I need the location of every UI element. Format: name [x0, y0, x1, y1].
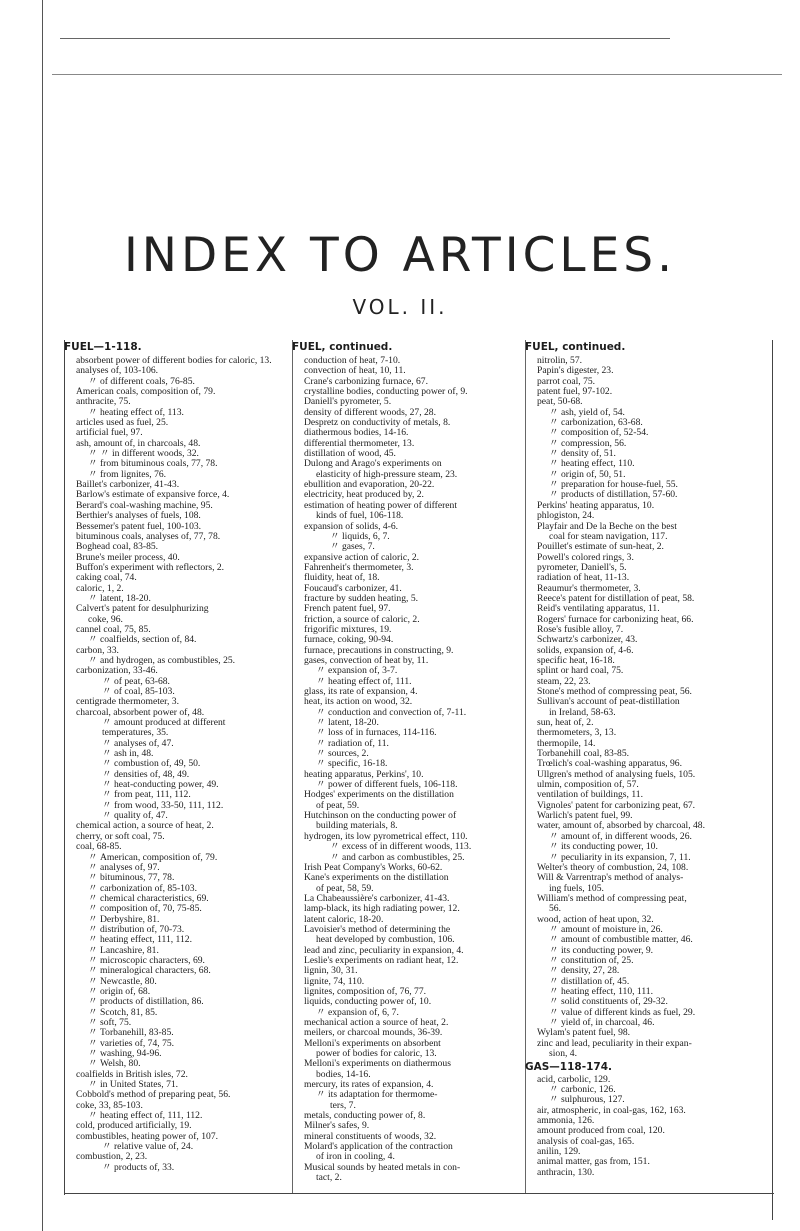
index-entry: Wylam's patent fuel, 98. [537, 1027, 631, 1039]
index-entry: animal matter, gas from, 151. [537, 1156, 650, 1168]
index-entry: Lavoisier's method of determining the [304, 923, 451, 935]
index-entry: American coals, composition of, 79. [76, 386, 216, 398]
index-entry: 〃 Welsh, 80. [88, 1058, 141, 1070]
index-entry: thermopile, 14. [537, 737, 596, 749]
index-entry: La Chabeaussière's carbonizer, 41-43. [304, 892, 450, 904]
index-entry: crystalline bodies, conducting power of, 9. [304, 386, 468, 398]
index-entry: 〃 conduction and convection of, 7-11. [316, 706, 467, 718]
index-entry: phlogiston, 24. [537, 510, 595, 522]
index-entry: Crane's carbonizing furnace, 67. [304, 375, 428, 387]
index-entry: Ullgren's method of analysing fuels, 105. [537, 768, 696, 780]
index-entry: of peat, 59. [316, 799, 360, 811]
index-entry: Cobbold's method of preparing peat, 56. [76, 1089, 231, 1101]
frame-right-rule [772, 340, 773, 1220]
index-entry: Playfair and De la Beche on the best [537, 520, 677, 532]
index-entry: lignin, 30, 31. [304, 965, 358, 977]
index-entry: Irish Peat Company's Works, 60-62. [304, 861, 443, 873]
index-entry: Baillet's carbonizer, 41-43. [76, 479, 180, 491]
column-heading: FUEL, continued. [525, 341, 626, 353]
index-entry: 〃 expansion of, 3-7. [316, 665, 398, 677]
index-entry: 〃 amount of moisture in, 26. [549, 923, 663, 935]
index-entry: Barlow's estimate of expansive force, 4. [76, 489, 230, 501]
index-entry: Vignoles' patent for carbonizing peat, 67. [537, 799, 696, 811]
index-entry: anilin, 129. [537, 1146, 581, 1158]
column-heading: FUEL, continued. [292, 341, 393, 353]
index-entry: ebullition and evaporation, 20-22. [304, 479, 435, 491]
index-entry: 〃 of different coals, 76-85. [88, 375, 195, 387]
index-entry: kinds of fuel, 106-118. [316, 510, 404, 522]
index-entry: density of different woods, 27, 28. [304, 406, 436, 418]
index-entry: power of bodies for caloric, 13. [316, 1048, 437, 1060]
index-entry: 〃 Derbyshire, 81. [88, 913, 160, 925]
index-entry: Sullivan's account of peat-distillation [537, 696, 680, 708]
index-entry: metals, conducting power of, 8. [304, 1110, 426, 1122]
index-entry: acid, carbolic, 129. [537, 1073, 611, 1085]
index-entry: 〃 from bituminous coals, 77, 78. [88, 458, 218, 470]
index-entry: Despretz on conductivity of metals, 8. [304, 417, 451, 429]
index-entry: furnace, coking, 90-94. [304, 634, 394, 646]
index-entry: 〃 from wood, 33-50, 111, 112. [102, 799, 224, 811]
index-entry: anthracin, 130. [537, 1166, 595, 1178]
index-entry: Brune's meiler process, 40. [76, 551, 180, 563]
index-entry: parrot coal, 75. [537, 375, 596, 387]
index-entry: Dulong and Arago's experiments on [304, 458, 442, 470]
index-entry: 〃 composition of, 52-54. [549, 427, 649, 439]
index-entry: peat, 50-68. [537, 396, 583, 408]
index-entry: lamp-black, its high radiating power, 12. [304, 903, 460, 915]
index-entry: tact, 2. [316, 1172, 342, 1184]
index-entry: Calvert's patent for desulphurizing [76, 603, 209, 615]
index-entry: furnace, precautions in constructing, 9. [304, 644, 454, 656]
index-entry: chemical action, a source of heat, 2. [76, 820, 214, 832]
index-entry: convection of heat, 10, 11. [304, 365, 406, 377]
index-entry: cherry, or soft coal, 75. [76, 830, 165, 842]
index-entry: 〃 products of, 33. [102, 1161, 175, 1173]
index-entry: Berard's coal-washing machine, 95. [76, 499, 213, 511]
index-entry: lignite, 74, 110. [304, 975, 365, 987]
index-entry: 〃 Newcastle, 80. [88, 975, 157, 987]
index-entry: 〃 its adaptation for thermome- [316, 1089, 438, 1101]
index-entry: distillation of wood, 45. [304, 448, 396, 460]
index-entry: of peat, 58, 59. [316, 882, 374, 894]
index-entry: Musical sounds by heated metals in con- [304, 1161, 461, 1173]
column-heading: FUEL—1-118. [64, 341, 142, 353]
index-entry: Bessemer's patent fuel, 100-103. [76, 520, 202, 532]
index-entry: water, amount of, absorbed by charcoal, 48. [537, 820, 705, 832]
index-entry: combustibles, heating power of, 107. [76, 1130, 219, 1142]
index-entry: 〃 densities of, 48, 49. [102, 768, 190, 780]
index-entry: carbonization, 33-46. [76, 665, 158, 677]
index-entry: mercury, its rates of expansion, 4. [304, 1079, 434, 1091]
index-entry: 〃 constitution of, 25. [549, 954, 634, 966]
index-entry: 〃 heating effect, 111, 112. [88, 934, 192, 946]
index-entry: 〃 its conducting power, 10. [549, 841, 658, 853]
index-entry: differential thermometer, 13. [304, 437, 415, 449]
index-entry: diathermous bodies, 14-16. [304, 427, 409, 439]
index-entry: 56. [549, 903, 561, 915]
index-entry: analysis of coal-gas, 165. [537, 1135, 635, 1147]
index-entry: Schwartz's carbonizer, 43. [537, 634, 638, 646]
volume-label: VOL. II. [352, 295, 448, 319]
index-entry: Trœlich's coal-washing apparatus, 96. [537, 758, 682, 770]
index-entry: combustion, 2, 23. [76, 1151, 148, 1163]
index-entry: 〃 of peat, 63-68. [102, 675, 170, 687]
index-entry: 〃 latent, 18-20. [316, 717, 379, 729]
index-entry: cold, produced artificially, 19. [76, 1120, 192, 1132]
index-entry: 〃 heating effect of, 111. [316, 675, 412, 687]
index-entry: patent fuel, 97-102. [537, 386, 613, 398]
index-entry: 〃 its conducting power, 9. [549, 944, 654, 956]
index-entry: of iron in cooling, 4. [316, 1151, 395, 1163]
index-entry: 〃 loss of in furnaces, 114-116. [316, 727, 437, 739]
index-entry: air, atmospheric, in coal-gas, 162, 163. [537, 1104, 686, 1116]
index-column-1 [64, 340, 294, 1173]
index-entry: 〃 ash in, 48. [102, 748, 154, 760]
index-entry: gases, convection of heat by, 11. [304, 654, 429, 666]
index-entry: 〃 heating effect of, 111, 112. [88, 1110, 203, 1122]
index-entry: 〃 washing, 94-96. [88, 1048, 162, 1060]
index-entry: Daniell's pyrometer, 5. [304, 396, 392, 408]
index-entry: 〃 quality of, 47. [102, 810, 168, 822]
index-entry: 〃 heat-conducting power, 49. [102, 779, 219, 791]
index-entry: caloric, 1, 2. [76, 582, 124, 594]
index-entry: Foucaud's carbonizer, 41. [304, 582, 402, 594]
index-entry: 〃 in United States, 71. [88, 1079, 179, 1091]
index-entry: heat, its action on wood, 32. [304, 696, 413, 708]
index-entry: heating apparatus, Perkins', 10. [304, 768, 424, 780]
index-entry: mineral constituents of woods, 32. [304, 1130, 437, 1142]
index-entry: 〃 varieties of, 74, 75. [88, 1037, 175, 1049]
index-entry: elasticity of high-pressure steam, 23. [316, 468, 458, 480]
index-entry: estimation of heating power of different [304, 499, 458, 511]
index-entry: 〃 carbonization of, 85-103. [88, 882, 197, 894]
index-entry: coke, 96. [88, 613, 123, 625]
index-entry: Boghead coal, 83-85. [76, 541, 159, 553]
index-entry: 〃 sources, 2. [316, 748, 369, 760]
index-entry: 〃 origin of, 68. [88, 985, 151, 997]
index-entry: Warlich's patent fuel, 99. [537, 810, 633, 822]
index-entry: 〃 products of distillation, 86. [88, 996, 204, 1008]
index-entry: 〃 composition of, 70, 75-85. [88, 903, 202, 915]
index-entry: amount produced from coal, 120. [537, 1125, 665, 1137]
index-entry: centigrade thermometer, 3. [76, 696, 179, 708]
index-entry: bodies, 14-16. [316, 1068, 371, 1080]
index-entry: electricity, heat produced by, 2. [304, 489, 424, 501]
index-entry: 〃 bituminous, 77, 78. [88, 872, 175, 884]
index-entry: Rose's fusible alloy, 7. [537, 623, 624, 635]
index-entry: 〃 American, composition of, 79. [88, 851, 218, 863]
index-entry: specific heat, 16-18. [537, 654, 615, 666]
index-entry: ash, amount of, in charcoals, 48. [76, 437, 201, 449]
index-entry: liquids, conducting power of, 10. [304, 996, 432, 1008]
entry-list [298, 356, 522, 1184]
index-entry: Stone's method of compressing peat, 56. [537, 686, 692, 697]
index-entry: 〃 solid constituents of, 29-32. [549, 996, 668, 1008]
index-entry: Rogers' furnace for carbonizing heat, 66. [537, 613, 694, 625]
index-entry: mechanical action a source of heat, 2. [304, 1017, 449, 1028]
index-entry: meilers, or charcoal mounds, 36-39. [304, 1027, 443, 1039]
page-title: INDEX TO ARTICLES. [123, 228, 677, 283]
index-entry: Hodges' experiments on the distillation [304, 789, 454, 801]
index-entry: expansive action of caloric, 2. [304, 551, 420, 563]
index-entry: ing fuels, 105. [549, 882, 604, 894]
index-entry: 〃 origin of, 50, 51. [549, 468, 626, 480]
index-entry: coke, 33, 85-103. [76, 1099, 143, 1111]
index-entry: 〃 amount produced at different [102, 717, 226, 729]
index-entry: 〃 radiation of, 11. [316, 737, 389, 749]
index-entry: solids, expansion of, 4-6. [537, 644, 634, 656]
index-entry: coal, 68-85. [76, 841, 122, 853]
index-entry: 〃 specific, 16-18. [316, 758, 388, 770]
index-entry: William's method of compressing peat, [537, 892, 687, 904]
index-entry: hydrogen, its low pyrometrical effect, 110. [304, 830, 468, 842]
index-entry: Pouillet's estimate of sun-heat, 2. [537, 541, 664, 553]
index-entry: 〃 of coal, 85-103. [102, 686, 175, 697]
index-entry: sion, 4. [549, 1048, 577, 1060]
index-entry: ulmin, composition of, 57. [537, 779, 639, 791]
index-entry: expansion of solids, 4-6. [304, 520, 399, 532]
index-entry: glass, its rate of expansion, 4. [304, 686, 418, 697]
index-entry: Kane's experiments on the distillation [304, 872, 449, 884]
index-entry: bituminous coals, analyses of, 77, 78. [76, 530, 221, 542]
index-entry: friction, a source of caloric, 2. [304, 613, 420, 625]
index-entry: 〃 products of distillation, 57-60. [549, 489, 678, 501]
index-entry: Reid's ventilating apparatus, 11. [537, 603, 660, 615]
index-entry: coalfields in British isles, 72. [76, 1068, 188, 1080]
index-entry: fracture by sudden heating, 5. [304, 592, 419, 604]
top-rule [60, 38, 670, 39]
index-entry: building materials, 8. [316, 820, 398, 832]
index-entry: 〃 yield of, in charcoal, 46. [549, 1017, 655, 1028]
index-entry: 〃 amount of combustible matter, 46. [549, 934, 693, 946]
index-entry: wood, action of heat upon, 32. [537, 913, 654, 925]
index-entry: caking coal, 74. [76, 572, 137, 584]
index-entry: articles used as fuel, 25. [76, 417, 169, 429]
frame-bottom-rule [64, 1193, 774, 1194]
index-entry: 〃 heating effect, 110, 111. [549, 985, 653, 997]
index-entry: 〃 soft, 75. [88, 1017, 132, 1028]
index-entry: steam, 22, 23. [537, 675, 591, 687]
index-entry: lead and zinc, peculiarity in expansion, 4. [304, 944, 464, 956]
index-entry: thermometers, 3, 13. [537, 727, 617, 739]
index-entry: Molard's application of the contraction [304, 1141, 453, 1153]
index-entry: artificial fuel, 97. [76, 427, 143, 439]
index-entry: French patent fuel, 97. [304, 603, 391, 615]
index-entry: 〃 value of different kinds as fuel, 29. [549, 1006, 696, 1018]
index-entry: in Ireland, 58-63. [549, 706, 616, 718]
index-entry: Papin's digester, 23. [537, 365, 614, 377]
index-entry: 〃 density, 27, 28. [549, 965, 620, 977]
index-entry: 〃 latent, 18-20. [88, 592, 151, 604]
index-entry: 〃 expansion of, 6, 7. [316, 1006, 399, 1018]
index-entry: 〃 distribution of, 70-73. [88, 923, 185, 935]
index-entry: fluidity, heat of, 18. [304, 572, 380, 584]
index-entry: 〃 gases, 7. [330, 541, 375, 553]
index-entry: analyses of, 103-106. [76, 365, 159, 377]
index-entry: 〃 Lancashire, 81. [88, 944, 159, 956]
index-entry: Leslie's experiments on radiant heat, 12. [304, 954, 459, 966]
index-entry: cannel coal, 75, 85. [76, 623, 151, 635]
index-entry: 〃 ash, yield of, 54. [549, 406, 625, 418]
index-entry: 〃 microscopic characters, 69. [88, 954, 205, 966]
index-entry: sun, heat of, 2. [537, 717, 594, 729]
index-entry: 〃 peculiarity in its expansion, 7, 11. [549, 851, 691, 863]
index-entry: 〃 heating effect, 110. [549, 458, 635, 470]
index-entry: 〃 chemical characteristics, 69. [88, 892, 209, 904]
index-entry: 〃 from lignites, 76. [88, 468, 167, 480]
index-entry: splint or hard coal, 75. [537, 665, 624, 677]
index-entry: ventilation of buildings, 11. [537, 789, 643, 801]
index-entry: absorbent power of different bodies for caloric, 13. [76, 355, 272, 366]
index-entry: Reaumur's thermometer, 3. [537, 582, 641, 594]
index-entry: 〃 〃 in different woods, 32. [88, 448, 199, 460]
index-entry: Will & Varrentrap's method of analys- [537, 872, 684, 884]
index-entry: Perkins' heating apparatus, 10. [537, 499, 655, 511]
index-entry: 〃 carbonic, 126. [549, 1084, 616, 1096]
index-entry: Melloni's experiments on absorbent [304, 1037, 441, 1049]
index-entry: coal for steam navigation, 117. [549, 530, 668, 542]
index-entry: 〃 from peat, 111, 112. [102, 789, 191, 801]
index-entry: 〃 power of different fuels, 106-118. [316, 779, 458, 791]
index-entry: ammonia, 126. [537, 1115, 595, 1127]
index-entry: 〃 liquids, 6, 7. [330, 530, 390, 542]
index-entry: Melloni's experiments on diathermous [304, 1058, 451, 1070]
index-entry: 〃 and hydrogen, as combustibles, 25. [88, 654, 236, 666]
index-entry: 〃 sulphurous, 127. [549, 1094, 625, 1106]
index-entry: 〃 heating effect of, 113. [88, 406, 184, 418]
index-entry: Powell's colored rings, 3. [537, 551, 634, 563]
index-entry: Berthier's analyses of fuels, 108. [76, 510, 201, 522]
index-entry: 〃 excess of in different woods, 113. [330, 841, 472, 853]
index-entry: 〃 mineralogical characters, 68. [88, 965, 211, 977]
index-column-2 [292, 340, 522, 1184]
index-entry: Torbanehill coal, 83-85. [537, 748, 630, 760]
index-entry: 〃 compression, 56. [549, 437, 627, 449]
index-entry: zinc and lead, peculiarity in their expan- [537, 1037, 692, 1049]
index-entry: nitrolin, 57. [537, 355, 583, 366]
index-entry: 〃 combustion of, 49, 50. [102, 758, 201, 770]
index-entry: Fahrenheit's thermometer, 3. [304, 561, 414, 573]
index-entry: Milner's safes, 9. [304, 1120, 370, 1132]
index-entry: Welter's theory of combustion, 24, 108. [537, 861, 689, 873]
index-entry: 〃 preparation for house-fuel, 55. [549, 479, 678, 491]
entry-list [531, 356, 755, 1059]
index-entry: 〃 analyses of, 47. [102, 737, 174, 749]
index-column-3 [525, 340, 755, 1178]
index-entry: 〃 relative value of, 24. [102, 1141, 194, 1153]
index-entry: 〃 amount of, in different woods, 26. [549, 830, 692, 842]
index-entry: conduction of heat, 7-10. [304, 355, 401, 366]
index-entry: pyrometer, Daniell's, 5. [537, 561, 627, 573]
page-edge-rule [42, 0, 43, 1231]
index-entry: ters, 7. [330, 1099, 356, 1111]
index-entry: 〃 Scotch, 81, 85. [88, 1006, 158, 1018]
index-entry: Hutchinson on the conducting power of [304, 810, 457, 822]
index-entry: Buffon's experiment with reflectors, 2. [76, 561, 225, 573]
index-entry: temperatures, 35. [102, 727, 169, 739]
index-entry: 〃 analyses of, 97. [88, 861, 160, 873]
index-entry: heat developed by combustion, 106. [316, 934, 455, 946]
index-entry: anthracite, 75. [76, 396, 131, 408]
index-entry: 〃 distillation of, 45. [549, 975, 630, 987]
index-entry: carbon, 33. [76, 644, 119, 656]
index-entry: lignites, composition of, 76, 77. [304, 985, 427, 997]
index-entry: latent caloric, 18-20. [304, 913, 384, 925]
index-entry: 〃 Torbanehill, 83-85. [88, 1027, 174, 1039]
index-entry: charcoal, absorbent power of, 48. [76, 706, 205, 718]
index-entry: frigorific mixtures, 19. [304, 623, 392, 635]
entry-list [70, 356, 294, 1173]
entry-list-gas [531, 1075, 755, 1178]
index-entry: 〃 coalfields, section of, 84. [88, 634, 197, 646]
index-entry: radiation of heat, 11-13. [537, 572, 630, 584]
top-rule-secondary [52, 74, 782, 75]
index-entry: 〃 carbonization, 63-68. [549, 417, 643, 429]
index-entry: Reece's patent for distillation of peat, 58. [537, 592, 695, 604]
gas-section-heading: GAS—118-174. [525, 1061, 612, 1074]
index-entry: 〃 density of, 51. [549, 448, 616, 460]
index-entry: 〃 and carbon as combustibles, 25. [330, 851, 465, 863]
